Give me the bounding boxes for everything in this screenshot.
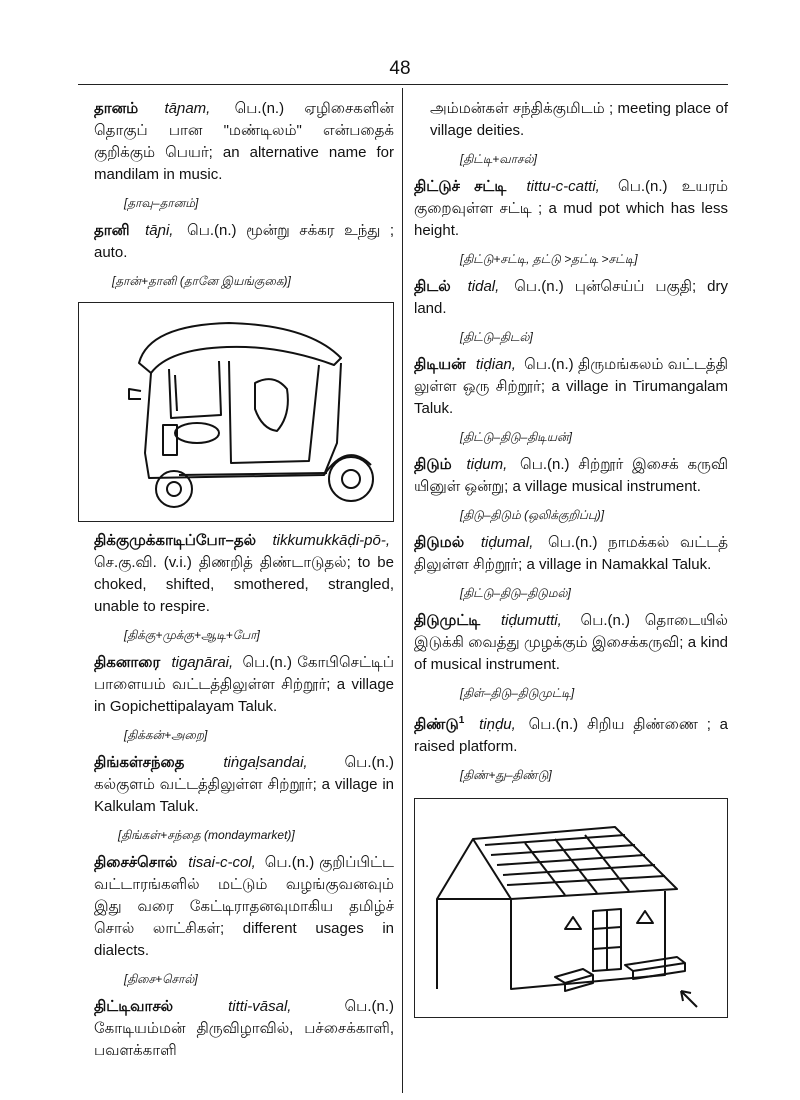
grammar-tag: பெ.(n.): [548, 534, 598, 551]
definition: கோடியம்மன் திருவிழாவில், பச்சைக்காளி, பவளக்காளி: [94, 1020, 394, 1059]
headword: திடியன்: [414, 356, 466, 373]
grammar-tag: செ.கு.வி. (v.i.): [94, 554, 192, 571]
definition: ஏழிசைகளின் தொகுப் பான "மண்டிலம்" என்பதைக் குறிக்கும் பெயர்; an alternative name for mandilam in music.: [94, 100, 395, 183]
definition: சிற்றூர் இசைக் கருவி யினுள் ஒன்று; a village musical instrument.: [414, 456, 729, 495]
transliteration: tiṇḍu,: [479, 716, 516, 733]
headword: திடுமுட்டி: [414, 612, 481, 629]
grammar-tag: பெ.(n.): [187, 222, 237, 239]
entry: [414, 176, 728, 242]
headword: திடும்: [414, 456, 452, 473]
grammar-tag: பெ.(n.): [234, 100, 285, 117]
entry: [78, 98, 394, 186]
definition: மூன்று சக்கர உந்து ; auto.: [94, 222, 395, 261]
etymology: [திக்கன்+அறை]: [124, 728, 208, 742]
page-number: 48: [389, 58, 411, 79]
entry: [414, 532, 728, 576]
definition: கல்குளம் வட்டத்திலுள்ள சிற்றூர்; a village in Kalkulam Taluk.: [94, 776, 394, 815]
headword: [414, 716, 464, 733]
definition: அம்மன்கள் சந்திக்குமிடம் ; meeting place of village deities.: [430, 100, 728, 139]
transliteration: tidal,: [467, 278, 500, 295]
etymology: [திக்கு+முக்கு+ஆடி+போ]: [124, 628, 260, 642]
entry: [78, 996, 394, 1062]
etymology: [திள்–திடு–திடுமுட்டி]: [460, 686, 575, 700]
headword: திட்டிவாசல்: [94, 998, 174, 1015]
headword: திக்குமுக்காடிப்போ–தல்: [94, 532, 257, 549]
definition: திணறித் திண்டாடுதல்; to be choked, shifted, smothered, strangled, unable to respire.: [94, 554, 394, 615]
transliteration: tiṅgaḷsandai,: [223, 754, 308, 771]
transliteration: tiḍian,: [475, 356, 516, 373]
definition: கோபிசெட்டிப் பாளையம் வட்டத்திலுள்ள சிற்றூர்; a village in Gopichettipalayam Taluk.: [94, 654, 394, 715]
transliteration: tiḍum,: [466, 456, 508, 473]
grammar-tag: பெ.(n.): [580, 612, 631, 629]
transliteration: tisai-c-col,: [188, 854, 256, 871]
headword-text: திண்டு: [414, 716, 459, 733]
headword: திடுமல்: [414, 534, 465, 551]
superscript: 1: [458, 715, 465, 726]
entry: [78, 220, 394, 264]
definition: நாமக்கல் வட்டத் திலுள்ள சிற்றூர்; a village in Namakkal Taluk.: [414, 534, 728, 573]
left-column: [78, 98, 394, 1062]
transliteration: tikkumukkāḍi-pō-,: [272, 532, 390, 549]
etymology: [தான்+தானி (தானே இயங்குகை)]: [112, 274, 291, 288]
headword: திசைச்சொல்: [94, 854, 178, 871]
definition: சிறிய திண்ணை ; a raised platform.: [414, 716, 728, 755]
entry: [414, 276, 728, 320]
definition: புன்செய்ப் பகுதி; dry land.: [414, 278, 728, 317]
entry: [414, 710, 728, 758]
entry: [78, 852, 394, 962]
grammar-tag: பெ.(n.): [520, 456, 570, 473]
grammar-tag: பெ.(n.): [524, 356, 574, 373]
definition: குறிப்பிட்ட வட்டாரங்களில் மட்டும் வழங்குவனவும் இது வரை கேட்டிராதனவுமாகிய தமிழ்ச் சொல் லாட்சிகள்; different usages in dialects.: [94, 854, 394, 959]
grammar-tag: பெ.(n.): [264, 854, 315, 871]
grammar-tag: பெ.(n.): [528, 716, 579, 733]
entry: [414, 610, 728, 676]
headword: திடல்: [414, 278, 451, 295]
definition: தொடையில் இடுக்கி வைத்து முழக்கும் இசைக்கருவி; a kind of musical instrument.: [414, 612, 729, 673]
transliteration: tittu-c-catti,: [526, 178, 600, 195]
etymology: [திட்டு–திடல்]: [460, 330, 533, 344]
etymology: [திட்டு–திடு–திடுமல்]: [460, 586, 571, 600]
headword: தானம்: [94, 100, 139, 117]
grammar-tag: பெ.(n.): [344, 754, 394, 771]
entry: [78, 530, 394, 618]
raised-platform-illustration: [414, 798, 728, 1018]
headword: திங்கள்சந்தை: [94, 754, 185, 771]
headword: திட்டுச் சட்டி: [414, 178, 507, 195]
grammar-tag: பெ.(n.): [344, 998, 394, 1015]
definition: திருமங்கலம் வட்டத்தி லுள்ள ஒரு சிற்றூர்; a village in Tirumangalam Taluk.: [414, 356, 728, 417]
header-rule: [78, 84, 728, 85]
etymology: [திட்டு+சட்டி, தட்டு >தட்டி >சட்டி]: [460, 252, 638, 266]
entry-continued: [414, 98, 728, 142]
etymology: [திங்கள்+சந்தை (mondaymarket)]: [118, 828, 295, 842]
right-column: [414, 98, 728, 1018]
etymology: [தாவு–தானம்]: [124, 196, 199, 210]
etymology: [திடு–திடும் (ஒலிக்குறிப்பு)]: [460, 508, 605, 522]
entry: [414, 354, 728, 420]
etymology: [திசை+சொல்]: [124, 972, 198, 986]
etymology: [திட்டு–திடு–திடியன்]: [460, 430, 572, 444]
entry: [78, 652, 394, 718]
transliteration: tigaɲārai,: [171, 654, 234, 671]
etymology: [திண்+து–திண்டு]: [460, 768, 552, 782]
entry: [78, 752, 394, 818]
transliteration: tiḍumal,: [480, 534, 534, 551]
grammar-tag: பெ.(n.): [242, 654, 292, 671]
transliteration: tāɲam,: [164, 100, 211, 117]
grammar-tag: பெ.(n.): [514, 278, 564, 295]
house-platform-drawing: [415, 799, 726, 1017]
column-divider: [402, 88, 403, 1093]
transliteration: tiḍumutti,: [500, 612, 562, 629]
auto-rickshaw-drawing: [79, 303, 392, 521]
entry: [414, 454, 728, 498]
auto-rickshaw-illustration: [78, 302, 394, 522]
headword: திகனாரை: [94, 654, 161, 671]
headword: தானி: [94, 222, 130, 239]
grammar-tag: பெ.(n.): [618, 178, 668, 195]
definition: உயரம் குறைவுள்ள சட்டி ; a mud pot which has less height.: [414, 178, 729, 239]
transliteration: tāɲi,: [145, 222, 174, 239]
etymology: [திட்டி+வாசல்]: [460, 152, 537, 166]
transliteration: titti-vāsal,: [228, 998, 292, 1015]
